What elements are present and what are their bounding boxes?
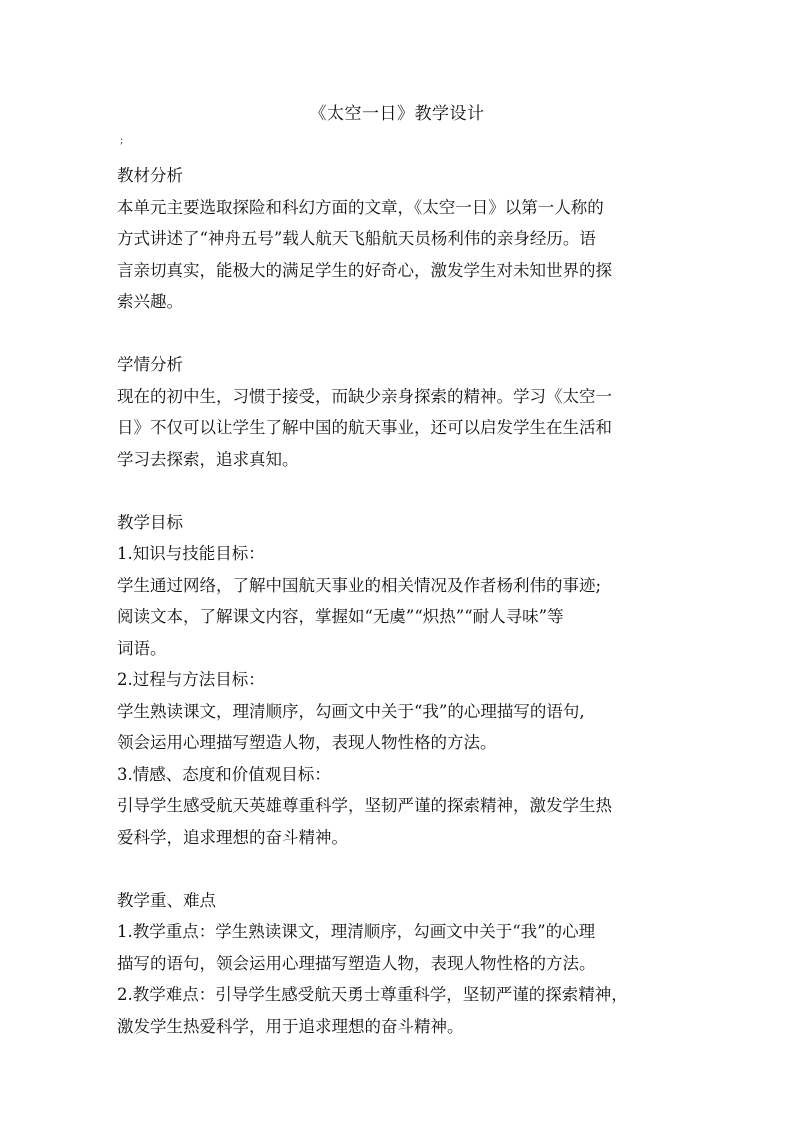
textbook-line-3: 言亲切真实，能极大的满足学生的好奇心，激发学生对未知世界的探 bbox=[117, 260, 612, 280]
spacer bbox=[117, 475, 682, 507]
section-heading-students: 学情分析 bbox=[117, 355, 183, 374]
goal-1-line-1: 学生通过网络，了解中国航天事业的相关情况及作者杨利伟的事迹; bbox=[117, 575, 602, 595]
students-line-1: 现在的初中生，习惯于接受，而缺少亲身探索的精神。学习《太空一 bbox=[117, 386, 612, 406]
difficult-point-line-1: 2.教学难点：引导学生感受航天勇士尊重科学，坚韧严谨的探索精神， bbox=[117, 985, 628, 1004]
goal-3-label: 3.情感、态度和价值观目标： bbox=[117, 764, 331, 784]
textbook-line-1: 本单元主要选取探险和科幻方面的文章，《太空一日》以第一人称的 bbox=[117, 197, 604, 217]
goal-2-line-1: 学生熟读课文，理清顺序，勾画文中关于“我”的心理描写的语句, bbox=[117, 701, 585, 721]
goal-2-label: 2.过程与方法目标： bbox=[117, 670, 265, 689]
textbook-line-2: 方式讲述了“神舟五号”载人航天飞船航天员杨利伟的亲身经历。语 bbox=[117, 229, 596, 248]
document-body bbox=[117, 160, 682, 1042]
stray-mark: ; bbox=[120, 135, 124, 146]
key-point-line-2: 描写的语句，领会运用心理描写塑造人物，表现人物性格的方法。 bbox=[117, 953, 596, 973]
spacer bbox=[117, 853, 682, 885]
goal-1-label: 1.知识与技能目标： bbox=[117, 544, 265, 563]
section-heading-goals: 教学目标 bbox=[117, 512, 183, 532]
document-title: 《太空一日》教学设计 bbox=[309, 104, 485, 124]
section-heading-textbook: 教材分析 bbox=[117, 166, 183, 185]
goal-1-line-3: 词语。 bbox=[117, 638, 167, 658]
students-line-3: 学习去探索，追求真知。 bbox=[117, 449, 299, 469]
section-heading-focus: 教学重、难点 bbox=[117, 890, 216, 910]
difficult-point-line-2: 激发学生热爱科学，用于追求理想的奋斗精神。 bbox=[117, 1016, 464, 1036]
goal-1-line-2: 阅读文本，了解课文内容，掌握如“无虞”“炽热”“耐人寻味”等 bbox=[117, 607, 564, 626]
students-line-2: 日》不仅可以让学生了解中国的航天事业，还可以启发学生在生活和 bbox=[117, 418, 612, 437]
goal-3-line-2: 爱科学，追求理想的奋斗精神。 bbox=[117, 827, 348, 847]
spacer bbox=[117, 318, 682, 350]
goal-2-line-2: 领会运用心理描写塑造人物，表现人物性格的方法。 bbox=[117, 733, 497, 752]
key-point-line-1: 1.教学重点：学生熟读课文，理清顺序，勾画文中关于“我”的心理 bbox=[117, 922, 596, 941]
goal-3-line-1: 引导学生感受航天英雄尊重科学，坚韧严谨的探索精神，激发学生热 bbox=[117, 796, 612, 815]
textbook-line-4: 索兴趣。 bbox=[117, 292, 183, 311]
